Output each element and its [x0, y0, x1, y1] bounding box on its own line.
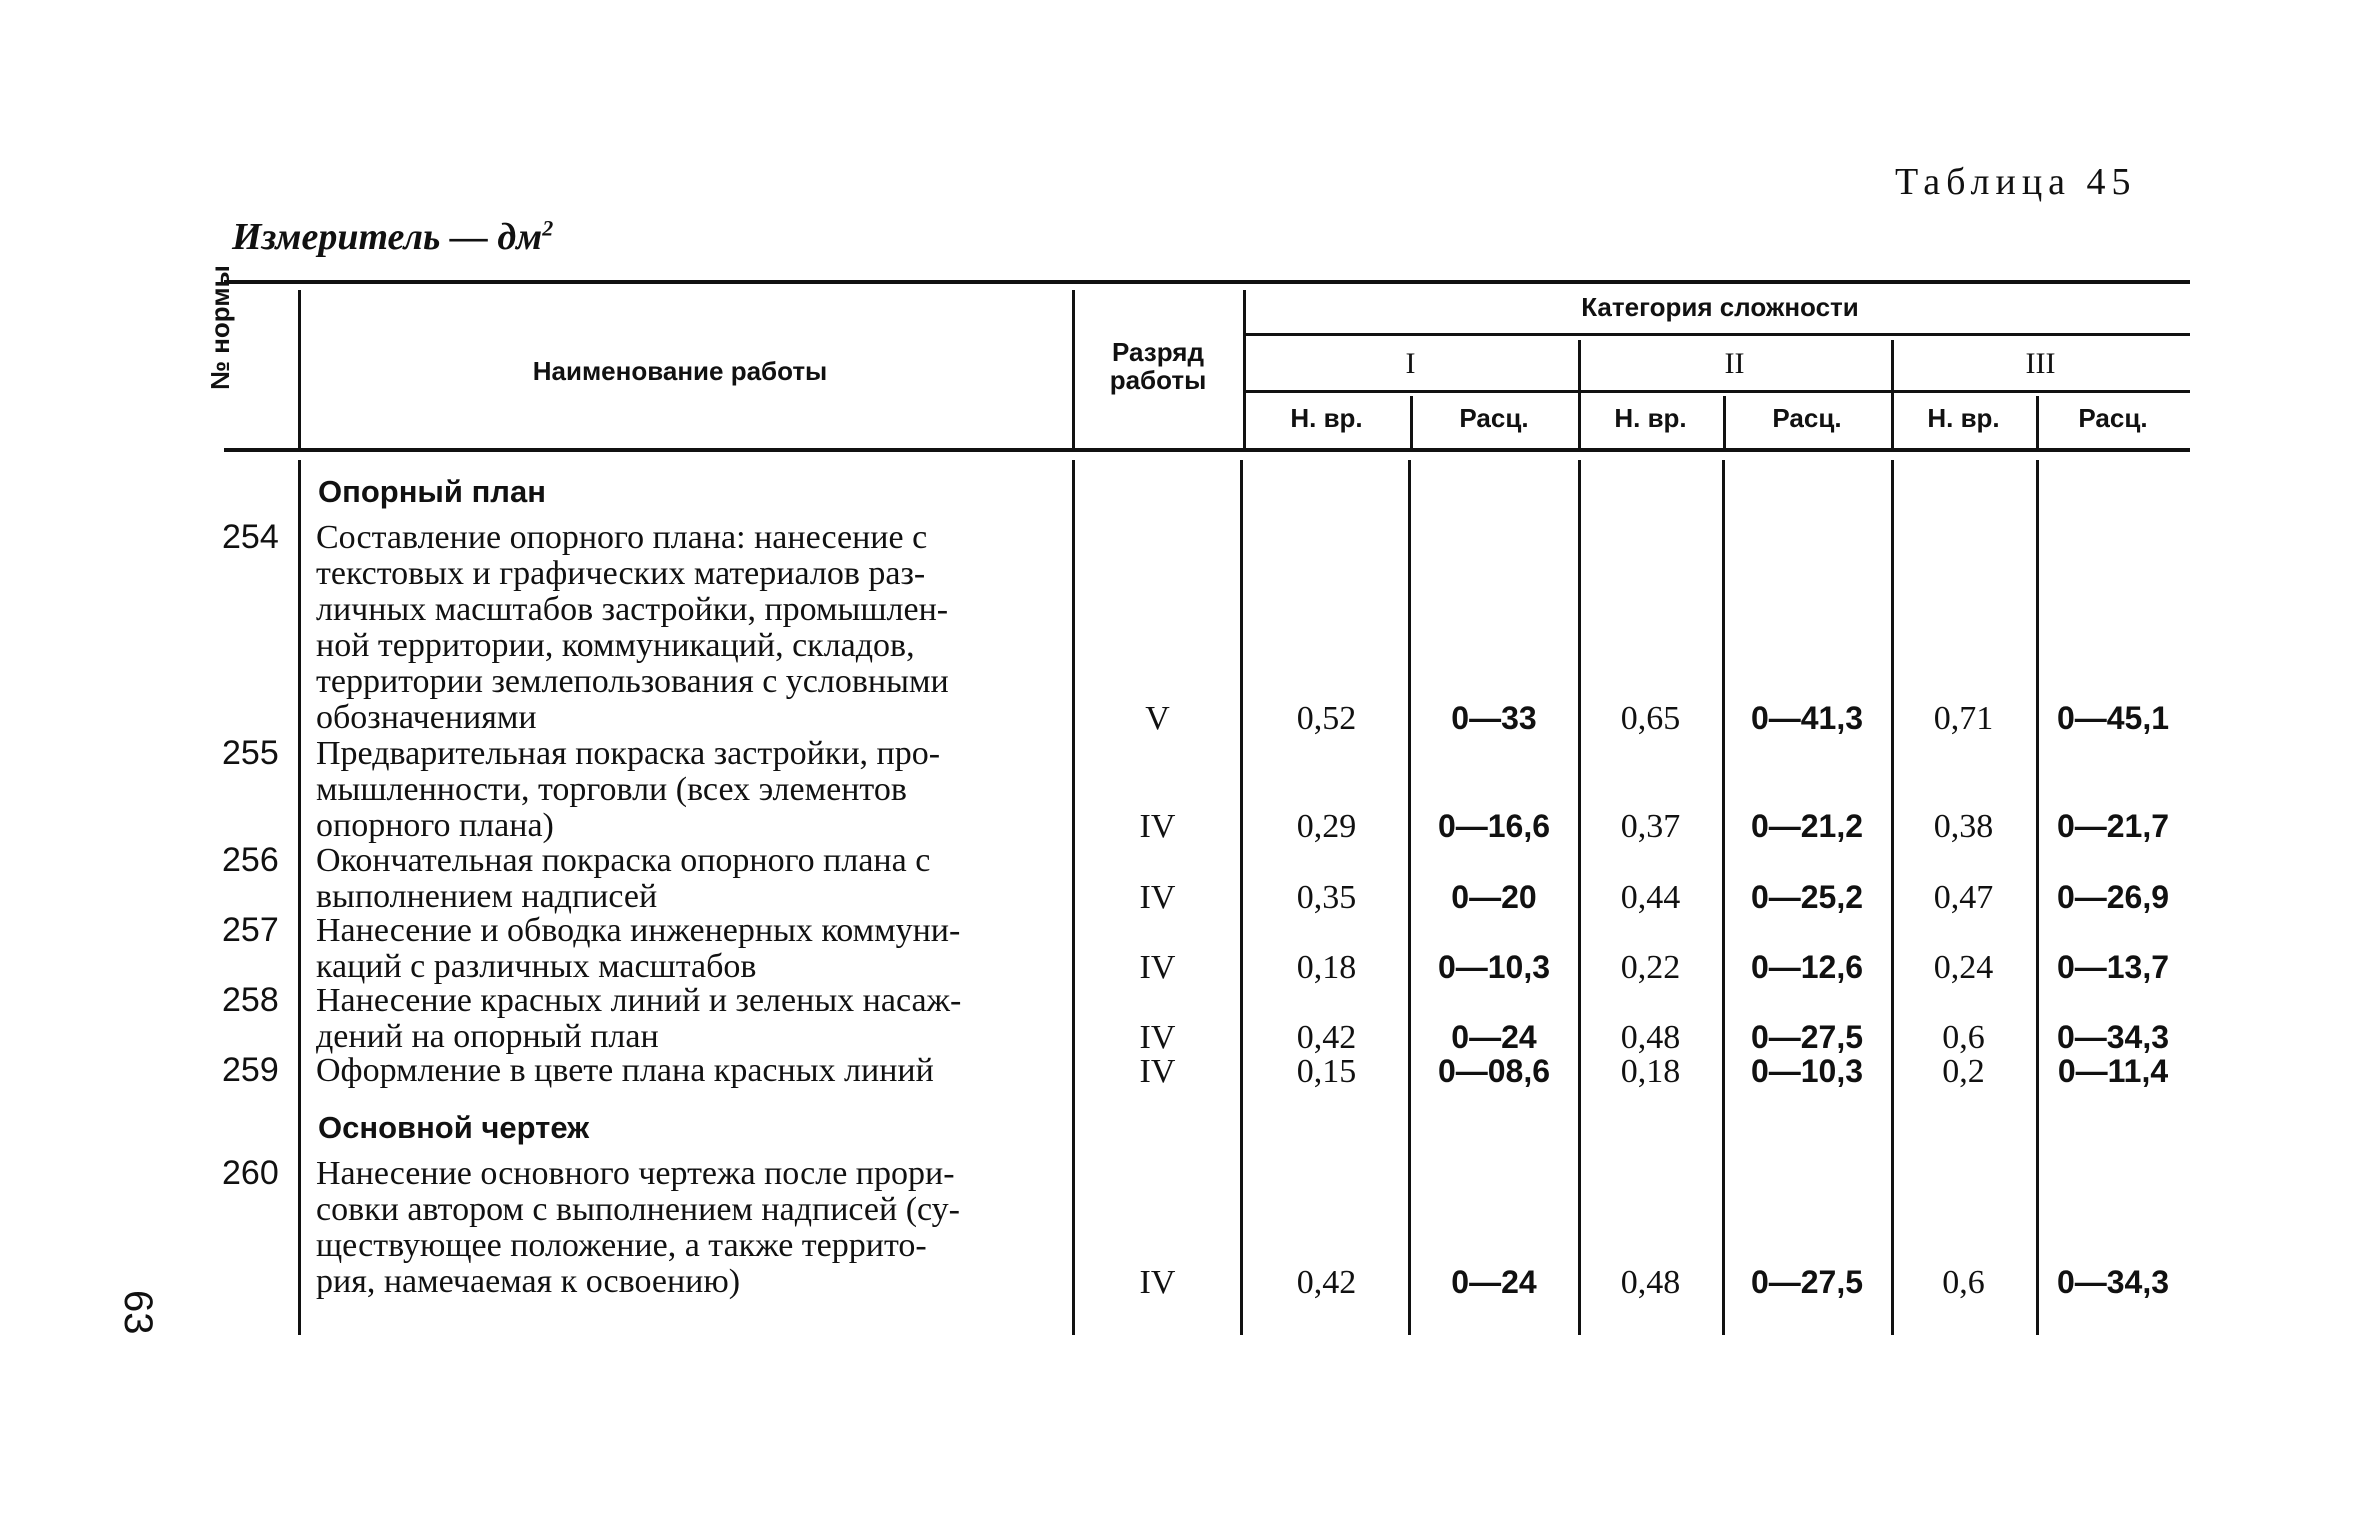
row-number: 260	[222, 1154, 279, 1192]
description-line: личных масштабов застройки, промышлен-	[316, 591, 949, 628]
header-time-3: Н. вр.	[1927, 403, 2000, 433]
time-norm-cell: 0,65	[1620, 700, 1681, 737]
description-line: Нанесение красных линий и зеленых насаж-	[316, 982, 962, 1019]
header-grade: Разряд работы	[1109, 337, 1207, 395]
rate-cell: 0—21,2	[1750, 808, 1864, 844]
description-line: Предварительная покраска застройки, про-	[316, 735, 941, 772]
rate-cell: 0—20	[1451, 879, 1537, 915]
rate-cell: 0—16,6	[1437, 808, 1551, 844]
row-description	[316, 983, 1060, 1055]
description-line: опорного плана)	[316, 807, 554, 844]
description-line: обозначениями	[316, 699, 537, 736]
header-rate-3: Расц.	[2078, 403, 2148, 433]
row-description	[316, 520, 1060, 736]
row-description	[316, 843, 1060, 915]
row-number: 257	[222, 911, 279, 949]
row-grade: IV	[1139, 949, 1176, 986]
measure-unit-exponent: 2	[542, 215, 554, 241]
header-category-3: III	[2025, 347, 2056, 380]
table-top-rule	[224, 280, 2190, 284]
page-number: 63	[116, 1290, 160, 1335]
time-norm-cell: 0,29	[1296, 808, 1357, 845]
time-norm-cell: 0,42	[1296, 1264, 1357, 1301]
measure-unit	[232, 215, 553, 259]
row-grade: IV	[1139, 1264, 1176, 1301]
rate-cell: 0—08,6	[1437, 1053, 1551, 1089]
rate-cell: 0—41,3	[1750, 700, 1864, 736]
time-norm-cell: 0,15	[1296, 1053, 1357, 1090]
description-line: совки автором с выполнением надписей (су-	[316, 1191, 960, 1228]
time-norm-cell: 0,35	[1296, 879, 1357, 916]
category-sub-rule	[1243, 390, 2190, 393]
time-norm-cell: 0,6	[1942, 1019, 1985, 1056]
time-norm-cell: 0,2	[1942, 1053, 1985, 1090]
time-norm-cell: 0,44	[1620, 879, 1681, 916]
description-line: Нанесение основного чертежа после прори-	[316, 1155, 955, 1192]
row-description	[316, 736, 1060, 844]
row-number: 254	[222, 518, 279, 556]
description-line: ной территории, коммуникаций, складов,	[316, 627, 915, 664]
rate-cell: 0—34,3	[2056, 1264, 2170, 1300]
description-line: Нанесение и обводка инженерных коммуни-	[316, 912, 961, 949]
header-time-1: Н. вр.	[1290, 403, 1363, 433]
header-bottom-rule	[224, 448, 2190, 452]
section-title-main-drawing: Основной чертеж	[318, 1110, 590, 1145]
row-grade: IV	[1139, 879, 1176, 916]
rate-cell: 0—27,5	[1750, 1019, 1864, 1055]
row-grade: IV	[1139, 808, 1176, 845]
description-line: каций с различных масштабов	[316, 948, 757, 985]
rate-cell: 0—10,3	[1437, 949, 1551, 985]
row-number: 256	[222, 841, 279, 879]
row-description	[316, 1156, 1060, 1300]
header-complexity-category: Категория сложности	[1581, 292, 1859, 322]
header-category-2: II	[1724, 347, 1745, 380]
time-norm-cell: 0,18	[1620, 1053, 1681, 1090]
rate-cell: 0—27,5	[1750, 1264, 1864, 1300]
time-norm-cell: 0,48	[1620, 1019, 1681, 1056]
category-rule	[1243, 333, 2190, 336]
row-description	[316, 1053, 1060, 1089]
header-rate-2: Расц.	[1772, 403, 1842, 433]
description-line: Составление опорного плана: нанесение с	[316, 519, 928, 556]
rate-cell: 0—26,9	[2056, 879, 2170, 915]
body-divider-1	[298, 460, 301, 1335]
row-number: 259	[222, 1051, 279, 1089]
header-rate-1: Расц.	[1459, 403, 1529, 433]
description-line: территории землепользования с условными	[316, 663, 949, 700]
row-number: 258	[222, 981, 279, 1019]
time-norm-cell: 0,48	[1620, 1264, 1681, 1301]
description-line: Окончательная покраска опорного плана с	[316, 842, 931, 879]
rate-cell: 0—10,3	[1750, 1053, 1864, 1089]
rate-cell: 0—21,7	[2056, 808, 2170, 844]
header-time-2: Н. вр.	[1614, 403, 1687, 433]
table-caption: Таблица 45	[1895, 161, 2137, 203]
header-divider-2	[1072, 290, 1075, 448]
description-line: выполнением надписей	[316, 878, 658, 915]
row-number: 255	[222, 734, 279, 772]
description-line: Оформление в цвете плана красных линий	[316, 1052, 934, 1089]
row-grade: IV	[1139, 1019, 1176, 1056]
row-grade: V	[1145, 700, 1170, 737]
rate-cell: 0—24	[1451, 1019, 1537, 1055]
time-norm-cell: 0,38	[1933, 808, 1994, 845]
header-work-name: Наименование работы	[532, 356, 828, 386]
time-norm-cell: 0,42	[1296, 1019, 1357, 1056]
time-norm-cell: 0,37	[1620, 808, 1681, 845]
time-norm-cell: 0,6	[1942, 1264, 1985, 1301]
measure-unit-text: Измеритель — дм	[232, 216, 543, 258]
rate-cell: 0—33	[1451, 700, 1537, 736]
description-line: рия, намечаемая к освоению)	[316, 1263, 741, 1300]
description-line: дений на опорный план	[316, 1018, 659, 1055]
row-description	[316, 913, 1060, 985]
time-norm-cell: 0,47	[1933, 879, 1994, 916]
time-norm-cell: 0,22	[1620, 949, 1681, 986]
description-line: текстовых и графических материалов раз-	[316, 555, 926, 592]
rate-cell: 0—24	[1451, 1264, 1537, 1300]
time-norm-cell: 0,71	[1933, 700, 1994, 737]
rate-cell: 0—34,3	[2056, 1019, 2170, 1055]
rate-cell: 0—11,4	[2057, 1053, 2169, 1089]
description-line: ществующее положение, а также террито-	[316, 1227, 927, 1264]
rate-cell: 0—12,6	[1750, 949, 1864, 985]
rate-cell: 0—45,1	[2056, 700, 2170, 736]
time-norm-cell: 0,24	[1933, 949, 1994, 986]
header-category-1: I	[1405, 347, 1416, 380]
description-line: мышленности, торговли (всех элементов	[316, 771, 907, 808]
time-norm-cell: 0,18	[1296, 949, 1357, 986]
rate-cell: 0—25,2	[1750, 879, 1864, 915]
row-grade: IV	[1139, 1053, 1176, 1090]
section-title-reference-plan: Опорный план	[318, 474, 546, 509]
header-norm-number: № нормы	[205, 265, 235, 390]
rate-cell: 0—13,7	[2056, 949, 2170, 985]
time-norm-cell: 0,52	[1296, 700, 1357, 737]
